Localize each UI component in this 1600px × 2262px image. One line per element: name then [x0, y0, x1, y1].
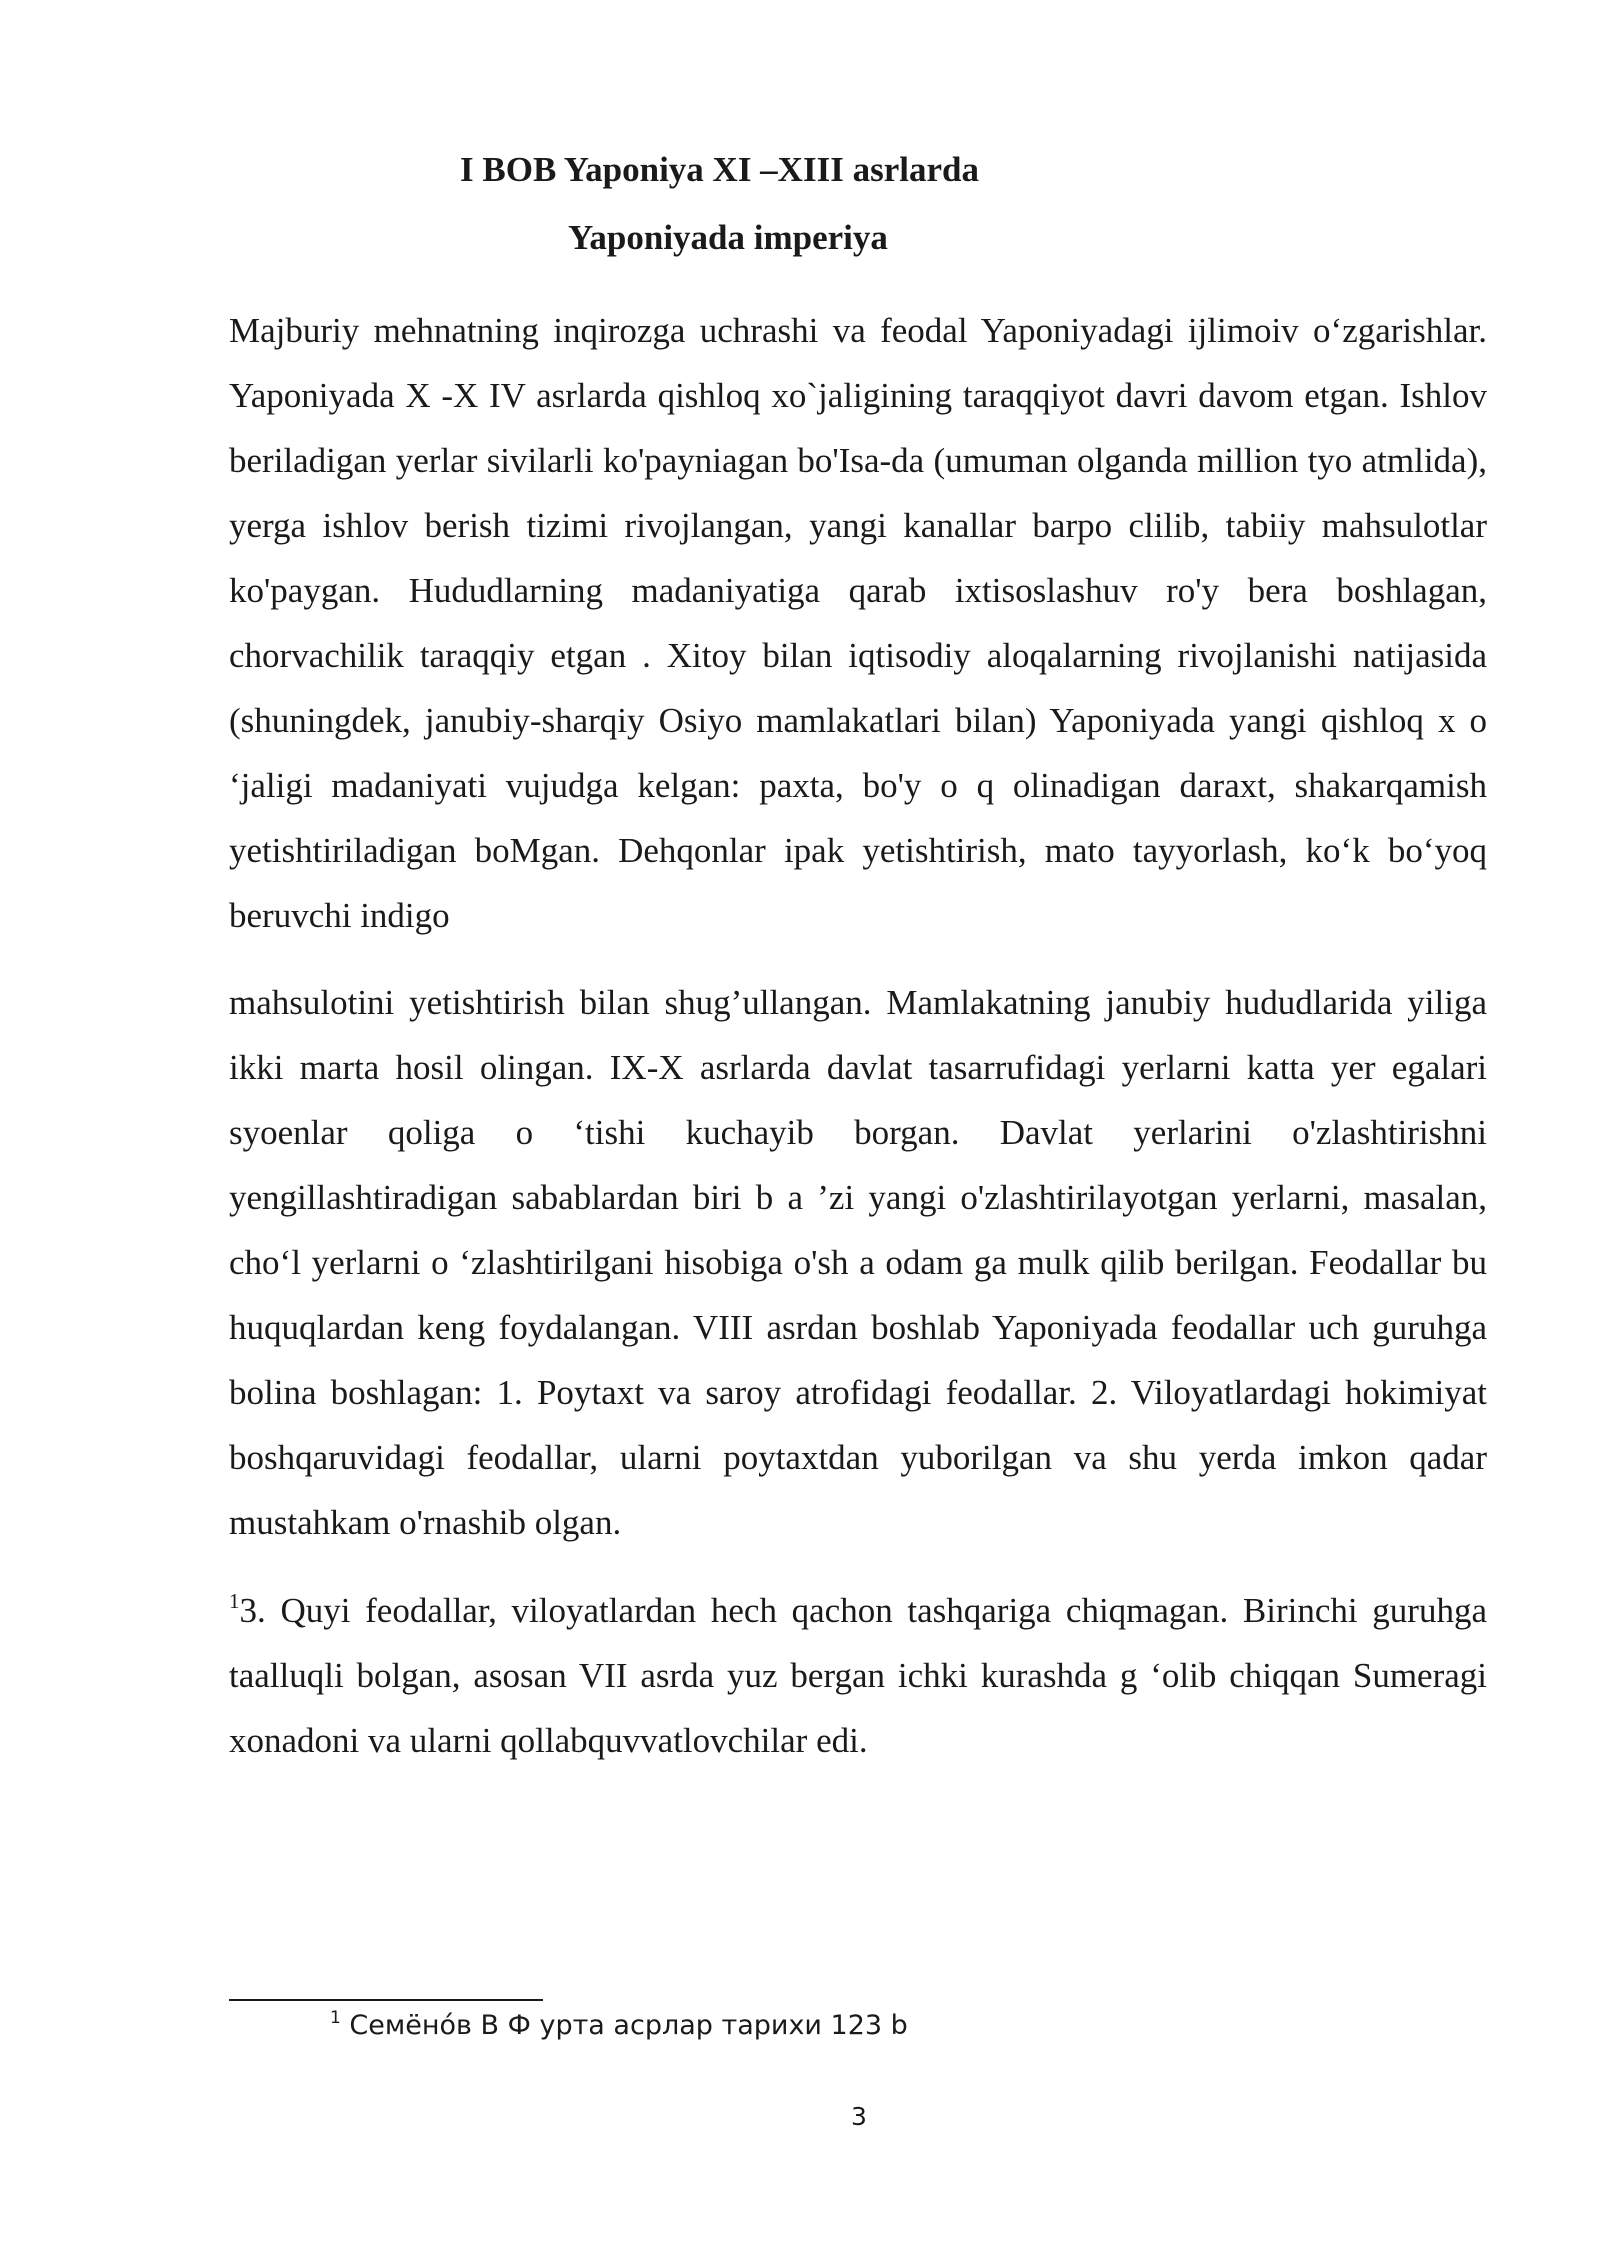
- footnote-reference[interactable]: 1: [229, 1589, 240, 1613]
- paragraph-3: [229, 1578, 1487, 1773]
- footnote-separator: [229, 1999, 543, 2001]
- paragraph-2: mahsulotini yetishtirish bilan shug’ullangan. Mamlakatning janubiy hududlarida yiliga ikki marta hosil olingan. IX-X asrlarda davlat tasarrufidagi yerlarni katta yer egalari syoenlar qoliga o ‘tishi kuchayib borgan. Davlat yerlarini o'zlashtirishni yengillashtiradigan sabablardan biri b a ’zi yangi o'zlashtirilayotgan yerlarni, masalan, cho‘l yerlarni o ‘zlashtirilgani hisobiga o'sh a odam ga mulk qilib berilgan. Feodallar bu huquqlardan keng foydalangan. VIII asrdan boshlab Yaponiyada feodallar uch guruhga bolina boshlagan: 1. Poytaxt va saroy atrofidagi feodallar. 2. Viloyatlardagi hokimiyat boshqaruvidagi feodallar, ularni poytaxtdan yuborilgan va shu yerda imkon qadar mustahkam o'rnashib olgan.: [229, 983, 1487, 1542]
- footnote-marker: 1: [330, 2008, 341, 2028]
- paragraph-1: Majburiy mehnatning inqirozga uchrashi va feodal Yaponiyadagi ijlimoiv o‘zgarishlar. Yaponiyada X -X IV asrlarda qishloq xo`jaligining taraqqiyot davri davom etgan. Ishlov beriladigan yerlar sivilarli ko'payniagan bo'Isa-da (umuman olganda million tyo atmlida), yerga ishlov berish tizimi rivojlangan, yangi kanallar barpo clilib, tabiiy mahsulotlar ko'paygan. Hududlarning madaniyatiga qarab ixtisoslashuv ro'y bera boshlagan, chorvachilik taraqqiy etgan . Xitoy bilan iqtisodiy aloqalarning rivojlanishi natijasida (shuningdek, janubiy-sharqiy Osiyo mamlakatlari bilan) Yaponiyada yangi qishloq x o ‘jaligi madaniyati vujudga kelgan: paxta, bo'y o q olinadigan daraxt, shakarqamish yetishtiriladigan boMgan. Dehqonlar ipak yetishtirish, mato tayyorlash, ko‘k bo‘yoq beruvchi indigo: [229, 311, 1487, 935]
- paragraph-3-text: 3. Quyi feodallar, viloyatlardan hech qachon tashqariga chiqmagan. Birinchi guruhga taalluqli bolgan, asosan VII asrda yuz bergan ichki kurashda g ‘olib chiqqan Sumeragi xonadoni va ularni qollabquvvatlovchilar edi.: [229, 1591, 1487, 1760]
- footnote-text: Семёно́в В Ф урта асрлар тарихи 123 b: [349, 2010, 908, 2041]
- footnote: [330, 2010, 908, 2041]
- page-number: 3: [851, 2102, 867, 2131]
- section-subtitle: Yaponiyada imperiya: [568, 218, 888, 257]
- chapter-title: I BOB Yaponiya XI –XIII asrlarda: [460, 150, 979, 189]
